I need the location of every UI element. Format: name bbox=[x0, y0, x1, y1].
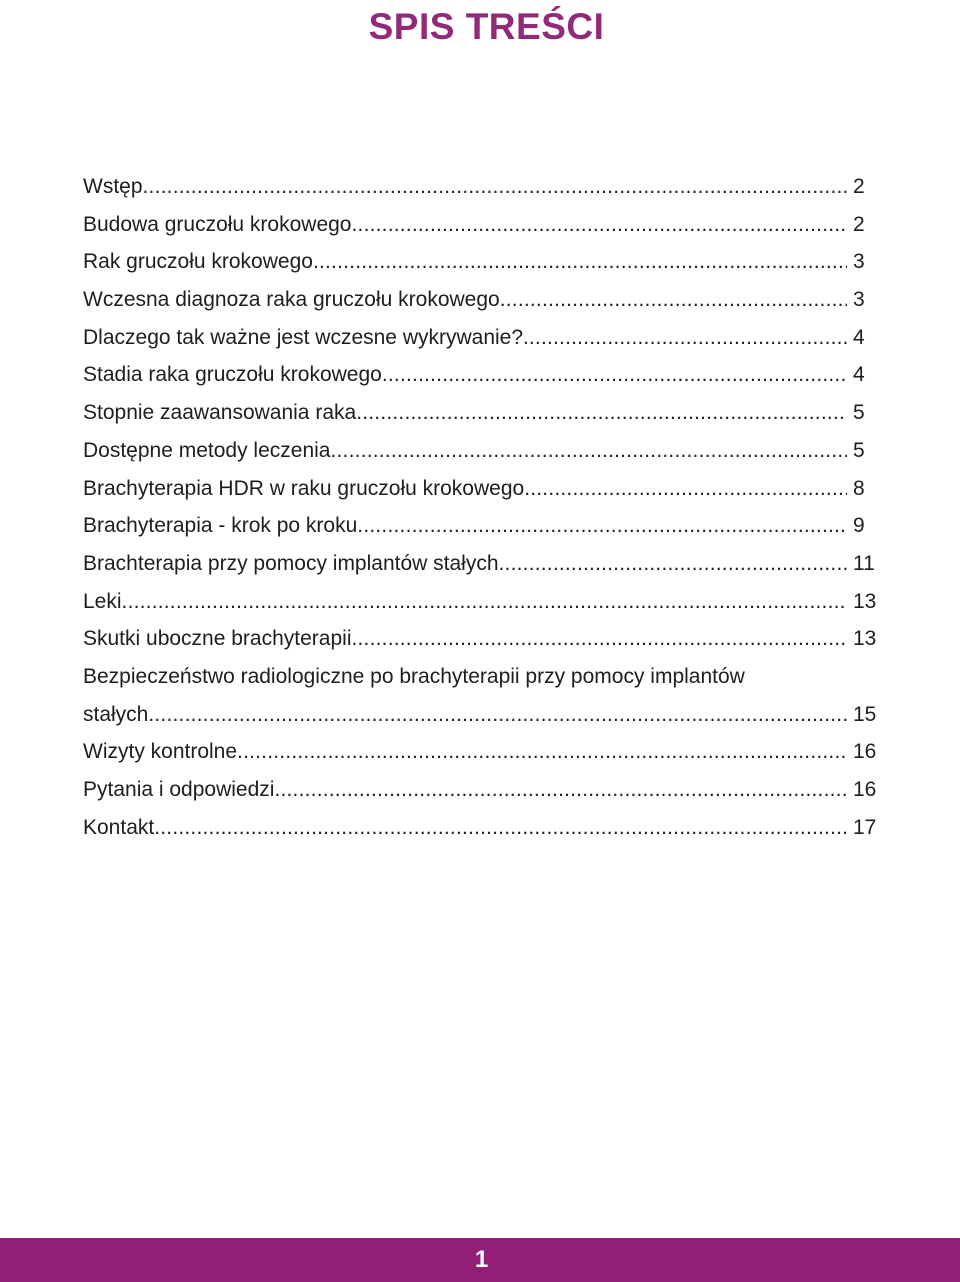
toc-entry-wstep[interactable] bbox=[83, 168, 883, 206]
toc-entry-stopnie[interactable] bbox=[83, 394, 883, 432]
toc-entry-page: 13 bbox=[853, 589, 877, 613]
toc-entry-page: 2 bbox=[853, 212, 865, 236]
dot-leader bbox=[524, 470, 847, 508]
toc-entry-label: Rak gruczołu krokowego bbox=[83, 250, 313, 274]
toc-entry-label: Dlaczego tak ważne jest wczesne wykrywanie?. bbox=[83, 325, 529, 349]
toc-entry-kontakt[interactable] bbox=[83, 809, 883, 847]
dot-leader bbox=[122, 583, 847, 621]
dot-leader bbox=[352, 206, 848, 244]
toc-entry-label: Dostępne metody leczenia bbox=[83, 438, 331, 462]
toc-entry-metody-leczenia[interactable] bbox=[83, 432, 883, 470]
dot-leader bbox=[351, 620, 847, 658]
dot-leader bbox=[148, 696, 847, 734]
toc-entry-budowa[interactable] bbox=[83, 206, 883, 244]
toc-entry-page: 9 bbox=[853, 514, 865, 538]
toc-entry-label: Kontakt bbox=[83, 815, 155, 839]
toc-entry-leki[interactable] bbox=[83, 583, 883, 621]
dot-leader bbox=[499, 545, 847, 583]
dot-leader bbox=[382, 356, 847, 394]
toc-entry-label: Brachyterapia HDR w raku gruczołu krokowego bbox=[83, 476, 525, 500]
dot-leader bbox=[154, 809, 847, 847]
toc-entry-label: Budowa gruczołu krokowego bbox=[83, 212, 352, 236]
toc-entry-label: Wstęp bbox=[83, 175, 143, 198]
toc-entry-label: Stadia raka gruczołu krokowego bbox=[83, 363, 382, 387]
footer-bar bbox=[0, 1238, 960, 1282]
toc-entry-label: stałych bbox=[83, 702, 149, 726]
toc-entry-page: 4 bbox=[853, 363, 865, 387]
toc-entry-label: Skutki uboczne brachyterapii bbox=[83, 627, 352, 651]
toc-entry-bezpieczenstwo[interactable] bbox=[83, 696, 883, 734]
toc-entry-label: Pytania i odpowiedzi bbox=[83, 778, 275, 801]
toc-entry-label: Leki bbox=[83, 589, 122, 613]
toc-entry-label: Brachyterapia - krok po kroku bbox=[83, 514, 358, 538]
toc-entry-page: 3 bbox=[853, 250, 865, 274]
toc-entry-label: Stopnie zaawansowania raka bbox=[83, 401, 357, 425]
toc-entry-page: 15 bbox=[853, 702, 877, 726]
dot-leader bbox=[529, 319, 847, 357]
toc-entry-dlaczego[interactable] bbox=[83, 319, 883, 357]
dot-leader bbox=[313, 243, 847, 281]
toc-entry-wczesna-diagnoza[interactable] bbox=[83, 281, 883, 319]
toc-entry-page: 16 bbox=[853, 740, 877, 764]
toc-entry-pytania[interactable] bbox=[83, 771, 883, 809]
toc-entry-bezpieczenstwo-line1[interactable] bbox=[83, 658, 883, 696]
toc-entry-page: 3 bbox=[853, 288, 865, 312]
toc-entry-page: 5 bbox=[853, 401, 865, 425]
toc-entry-page: 2 bbox=[853, 175, 865, 198]
toc-entry-page: 8 bbox=[853, 476, 865, 500]
toc-entry-page: 5 bbox=[853, 438, 865, 462]
dot-leader bbox=[274, 771, 847, 809]
dot-leader bbox=[500, 281, 847, 319]
toc-entry-page: 17 bbox=[853, 815, 877, 839]
toc-entry-label: Wizyty kontrolne bbox=[83, 740, 238, 764]
toc-entry-implanty-stale[interactable] bbox=[83, 545, 883, 583]
page-number: 1 bbox=[474, 1246, 489, 1273]
toc-entry-label: Bezpieczeństwo radiologiczne po brachyterapii przy pomocy implantów bbox=[83, 664, 745, 688]
dot-leader bbox=[330, 432, 847, 470]
toc-entry-krok-po-kroku[interactable] bbox=[83, 507, 883, 545]
toc-entry-wizyty-kontrolne[interactable] bbox=[83, 733, 883, 771]
toc-entry-page: 11 bbox=[853, 551, 875, 575]
dot-leader bbox=[356, 394, 847, 432]
toc-entry-stadia[interactable] bbox=[83, 356, 883, 394]
toc-entry-page: 13 bbox=[853, 627, 877, 651]
toc-entry-skutki-uboczne[interactable] bbox=[83, 620, 883, 658]
toc-entry-brachyterapia-hdr[interactable] bbox=[83, 470, 883, 508]
page-title: SPIS TREŚCI bbox=[368, 6, 605, 47]
toc-entry-label: Wczesna diagnoza raka gruczołu krokowego bbox=[83, 288, 500, 312]
toc-entry-label: Brachterapia przy pomocy implantów stałych bbox=[83, 551, 499, 575]
dot-leader bbox=[237, 733, 847, 771]
toc-entry-rak[interactable] bbox=[83, 243, 883, 281]
toc-entry-page: 4 bbox=[853, 325, 865, 349]
toc-entry-page: 16 bbox=[853, 778, 877, 801]
dot-leader bbox=[143, 168, 847, 206]
dot-leader bbox=[357, 507, 847, 545]
table-of-contents bbox=[83, 168, 883, 846]
